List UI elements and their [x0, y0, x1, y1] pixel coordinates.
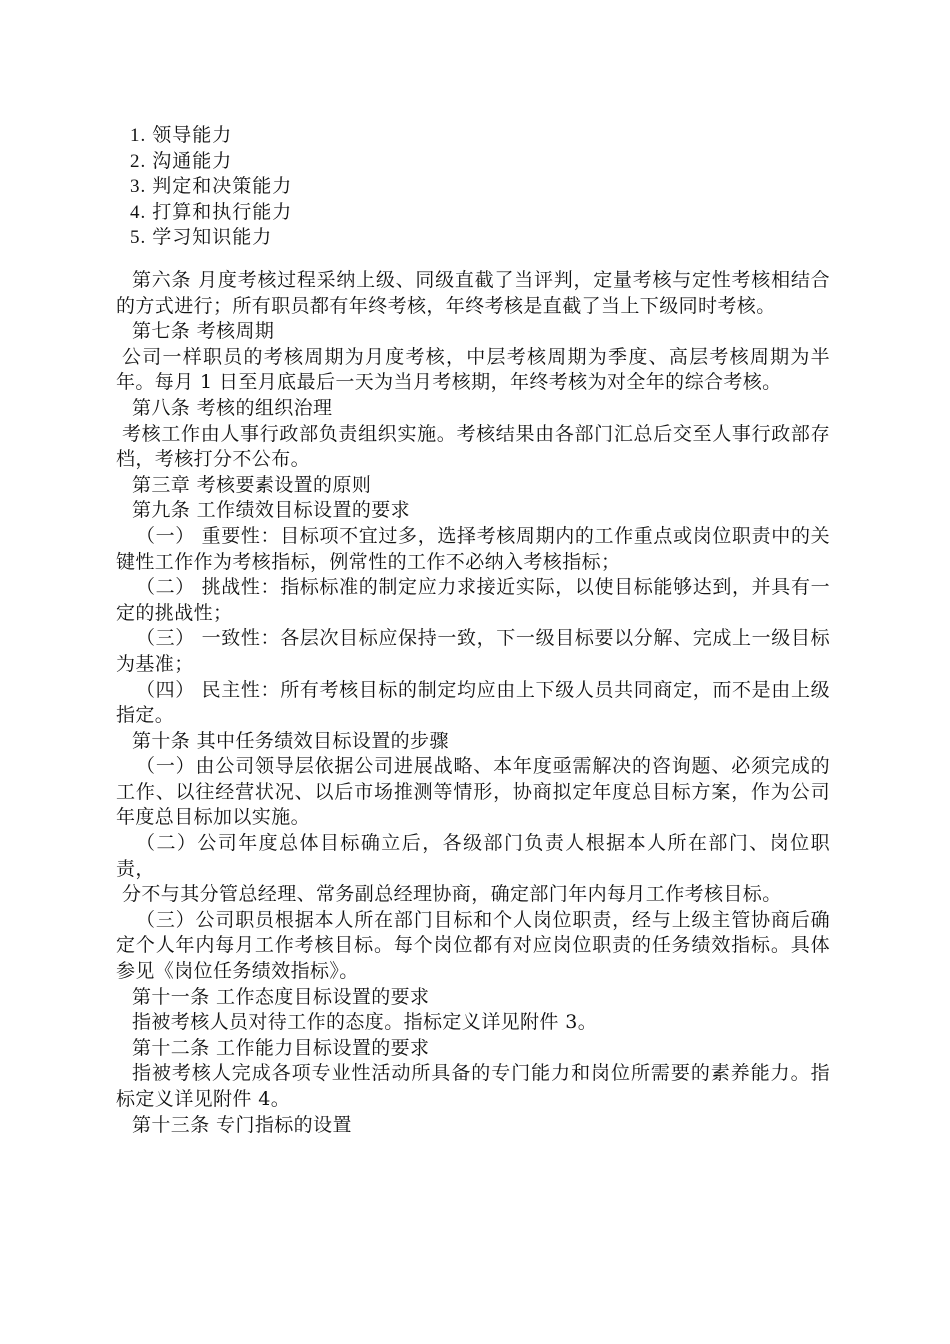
list-item — [130, 149, 292, 175]
document-body — [116, 268, 830, 1138]
list-item-text: 打算和执行能力 — [152, 200, 293, 223]
list-item-text: 判定和决策能力 — [152, 175, 293, 198]
article-10-heading: 第十条 其中任务绩效目标设置的步骤 — [132, 729, 449, 752]
list-item-text: 沟通能力 — [152, 149, 233, 172]
list-item — [130, 225, 292, 251]
article-8-paragraph: 考核工作由人事行政部负责组织实施。考核结果由各部门汇总后交至人事行政部存档，考核打分不公布。 — [116, 422, 830, 471]
article-6-paragraph: 第六条 月度考核过程采纳上级、同级直截了当评判，定量考核与定性考核相结合的方式进行；所有职员都有年终考核，年终考核是直截了当上下级同时考核。 — [116, 269, 830, 317]
list-item-number: 3. — [130, 176, 147, 198]
list-item-text: 学习知识能力 — [152, 226, 273, 249]
list-item-number: 2. — [130, 150, 147, 172]
article-9-item-2: （二） 挑战性：指标标准的制定应力求接近实际，以使目标能够达到，并具有一定的挑战性； — [116, 576, 830, 624]
article-8-heading: 第八条 考核的组织治理 — [132, 396, 333, 419]
list-item — [130, 200, 292, 226]
article-10-item-1: （一）由公司领导层依据公司进展战略、本年度亟需解决的咨询题、必须完成的工作、以往经营状况、以后市场推测等情形，协商拟定年度总目标方案，作为公司年度总目标加以实施。 — [116, 755, 830, 829]
list-item — [130, 174, 292, 200]
article-10-item-3: （三）公司职员根据本人所在部门目标和个人岗位职责，经与上级主管协商后确定个人年内每月工作考核目标。每个岗位都有对应岗位职责的任务绩效指标。具体参见《岗位任务绩效指标》。 — [116, 908, 830, 983]
article-9-heading: 第九条 工作绩效目标设置的要求 — [132, 499, 411, 522]
article-9-item-3: （三） 一致性：各层次目标应保持一致，下一级目标要以分解、完成上一级目标为基准； — [116, 627, 830, 675]
article-11-paragraph: 指被考核人员对待工作的态度。指标定义详见附件 3。 — [132, 1011, 598, 1034]
list-item-number: 5. — [130, 227, 147, 249]
article-9-item-4: （四） 民主性：所有考核目标的制定均应由上下级人员共同商定，而不是由上级指定。 — [116, 678, 830, 727]
ability-list — [130, 123, 292, 251]
article-11-heading: 第十一条 工作态度目标设置的要求 — [132, 985, 430, 1008]
article-10-item-2: （二）公司年度总体目标确立后，各级部门负责人根据本人所在部门、岗位职责， — [116, 832, 830, 880]
list-item-number: 4. — [130, 201, 147, 223]
list-item — [130, 123, 292, 149]
article-12-heading: 第十二条 工作能力目标设置的要求 — [132, 1036, 430, 1059]
article-10-item-2-continued: 分不与其分管总经理、常务副总经理协商，确定部门年内每月工作考核目标。 — [122, 883, 782, 906]
chapter-3-heading: 第三章 考核要素设置的原则 — [132, 473, 372, 496]
article-12-paragraph: 指被考核人完成各项专业性活动所具备的专门能力和岗位所需要的素养能力。指标定义详见附件 4。 — [116, 1062, 830, 1110]
article-13-heading: 第十三条 专门指标的设置 — [132, 1113, 352, 1136]
article-9-item-1: （一） 重要性：目标项不宜过多，选择考核周期内的工作重点或岗位职责中的关键性工作作为考核指标，例常性的工作不必纳入考核指标； — [116, 524, 830, 573]
article-7-paragraph: 公司一样职员的考核周期为月度考核，中层考核周期为季度、高层考核周期为半年。每月 1 日至月底最后一天为当月考核期，年终考核为对全年的综合考核。 — [116, 345, 830, 394]
list-item-text: 领导能力 — [152, 124, 233, 146]
article-7-heading: 第七条 考核周期 — [132, 320, 275, 343]
list-item-number: 1. — [130, 125, 147, 146]
